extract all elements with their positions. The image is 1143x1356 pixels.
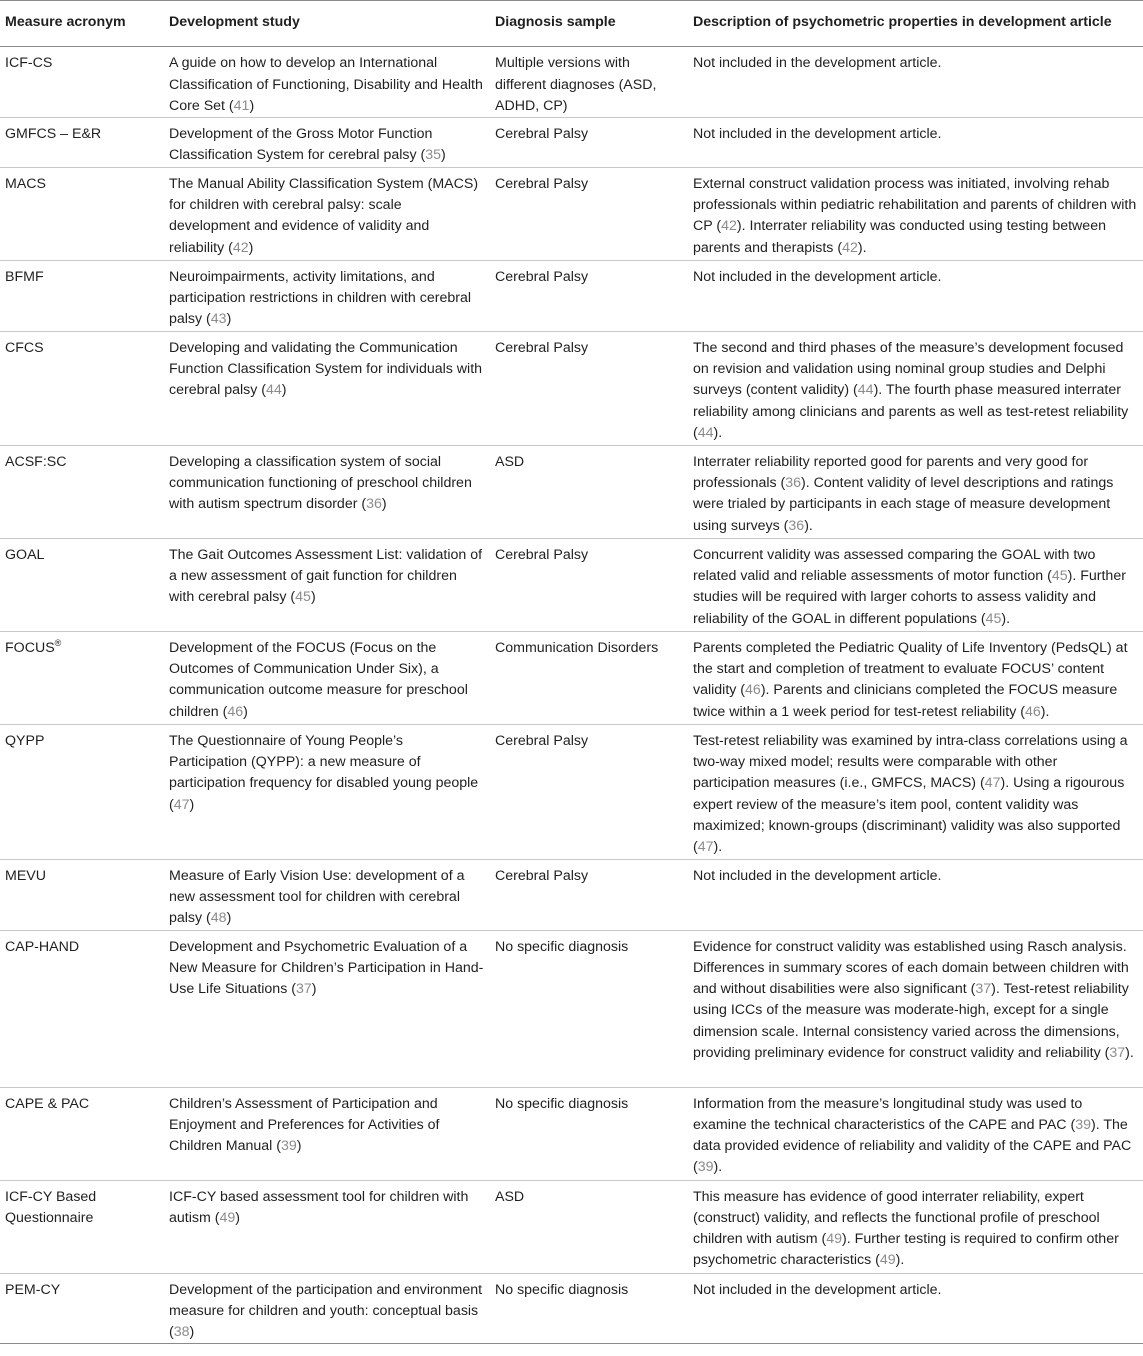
description-text: ). Further testing is required to confirm other psychometric characteristics ( (693, 1231, 1119, 1269)
description-text: Not included in the development article. (693, 268, 942, 285)
development-study-cell (164, 1087, 490, 1180)
measure-acronym: GOAL (5, 546, 45, 563)
study-text: Neuroimpairments, activity limitations, and participation restrictions in children with cerebral palsy ( (169, 268, 472, 328)
reference-number: 49 (826, 1231, 843, 1248)
psychometric-description-cell (688, 118, 1143, 168)
diagnosis-sample-cell: No specific diagnosis (490, 1087, 688, 1180)
reference-number: 44 (697, 424, 714, 441)
table-row (0, 47, 1143, 118)
description-text: ). (804, 517, 813, 534)
reference-number: 47 (173, 796, 190, 813)
measure-acronym-cell (0, 445, 164, 538)
reference-number: 45 (1051, 567, 1068, 584)
header-measure-acronym: Measure acronym (0, 1, 164, 47)
psychometric-description-cell (688, 1087, 1143, 1180)
reference-number: 47 (697, 839, 714, 856)
description-text: ). (895, 1252, 905, 1269)
description-text: ). (1040, 703, 1050, 720)
description-text: The second and third phases of the measure’s development focused on revision and validation using nominal group studies and Delphi surveys (content validity) ( (693, 339, 1124, 399)
reference-number: 46 (227, 703, 244, 720)
reference-number: 35 (425, 147, 442, 164)
study-text: Development of the FOCUS (Focus on the Outcomes of Communication Under Six), a communication outcome measure for preschool children ( (169, 639, 468, 720)
description-text: ). Interrater reliability was conducted using testing between parents and therapists ( (693, 218, 1106, 256)
reference-number: 48 (210, 910, 227, 927)
development-study-cell (164, 538, 490, 631)
description-text: Parents completed the Pediatric Quality of Life Inventory (PedsQL) at the start and completion of treatment to evaluate FOCUS’ content validity ( (693, 639, 1128, 699)
measure-acronym: CAPE & PAC (5, 1095, 90, 1112)
measure-acronym-cell (0, 859, 164, 930)
diagnosis-sample-cell: Cerebral Palsy (490, 859, 688, 930)
description-text: ). (857, 239, 867, 256)
development-study-cell (164, 118, 490, 168)
study-text: Developing and validating the Communication Function Classification System for individuals with cerebral palsy ( (169, 339, 483, 399)
psychometric-description-cell (688, 930, 1143, 1087)
table-row (0, 118, 1143, 168)
reference-number: 36 (785, 474, 802, 491)
description-text: Not included in the development article. (693, 55, 942, 72)
reference-number: 39 (1075, 1116, 1091, 1133)
psychometric-description-cell (688, 47, 1143, 118)
study-text: ) (226, 910, 232, 927)
psychometric-description-cell (688, 260, 1143, 331)
reference-number: 45 (985, 610, 1002, 627)
description-text: Not included in the development article. (693, 1281, 942, 1298)
table-row (0, 724, 1143, 859)
study-text: ) (189, 1324, 195, 1341)
description-text: ). Test-retest reliability using ICCs of the measure was moderate-high, except for a single dimension scale. Internal consistency varied across the dimensions, providing preliminary evidence for construct validity and reliability ( (693, 981, 1129, 1062)
psychometric-description-cell (688, 445, 1143, 538)
header-development-study: Development study (164, 1, 490, 47)
measure-acronym: ACSF:SC (5, 453, 67, 470)
diagnosis-sample-cell: Communication Disorders (490, 631, 688, 724)
reference-number: 42 (842, 239, 858, 256)
study-text: Children’s Assessment of Participation and Enjoyment and Preferences for Activities of Children Manual ( (169, 1095, 440, 1155)
measure-acronym: CFCS (5, 339, 44, 356)
study-text: ICF-CY based assessment tool for children with autism ( (169, 1188, 469, 1226)
study-text: ) (381, 496, 387, 513)
measure-acronym-cell (0, 118, 164, 168)
description-text: ). (713, 424, 723, 441)
measure-acronym: CAP-HAND (5, 938, 80, 955)
description-text: Evidence for construct validity was established using Rasch analysis. Differences in summary scores of each domain between children with and without disabilities were also significant ( (693, 938, 1129, 998)
description-text: Not included in the development article. (693, 867, 942, 884)
header-psychometric-description: Description of psychometric properties in development article (688, 1, 1143, 47)
study-text: ) (296, 1138, 302, 1155)
measure-acronym-cell (0, 1180, 164, 1273)
reference-number: 36 (788, 517, 805, 534)
reference-number: 43 (210, 311, 227, 328)
reference-number: 49 (879, 1252, 896, 1269)
description-text: External construct validation process was initiated, involving rehab professionals within pediatric rehabilitation and parents of children with CP ( (693, 175, 1137, 235)
description-text: ). Using a rigourous expert review of the measure’s item pool, content validity was maximized; known-groups (discriminant) validity was also supported ( (693, 775, 1125, 856)
measure-acronym: ICF-CY Based Questionnaire (5, 1188, 97, 1226)
header-diagnosis-sample: Diagnosis sample (490, 1, 688, 47)
reference-number: 47 (984, 775, 1001, 792)
table-row (0, 1273, 1143, 1344)
table-row (0, 930, 1143, 1087)
development-study-cell (164, 260, 490, 331)
study-text: ) (310, 589, 316, 606)
description-text: ). The fourth phase measured interrater reliability among clinicians and parents as well as test-retest reliability ( (693, 382, 1129, 441)
measure-acronym: MEVU (5, 867, 46, 884)
description-text: Information from the measure’s longitudinal study was used to examine the technical characteristics of the CAPE and PAC ( (693, 1095, 1083, 1133)
study-text: ) (311, 981, 317, 998)
psychometric-description-cell (688, 724, 1143, 859)
reference-number: 39 (280, 1138, 297, 1155)
description-text: Interrater reliability reported good for parents and very good for professionals ( (693, 453, 1089, 491)
reference-number: 41 (233, 97, 250, 114)
study-text: Development and Psychometric Evaluation of a New Measure for Children’s Participation in Hand-Use Life Situations ( (169, 938, 484, 998)
reference-number: 37 (295, 981, 312, 998)
description-text: ). Parents and clinicians completed the FOCUS measure twice within a 1 week period for test-retest reliability ( (693, 682, 1118, 720)
psychometric-description-cell (688, 631, 1143, 724)
development-study-cell (164, 167, 490, 260)
development-study-cell (164, 47, 490, 118)
development-study-cell (164, 445, 490, 538)
measure-acronym-cell (0, 930, 164, 1087)
table-row (0, 631, 1143, 724)
description-text: This measure has evidence of good interrater reliability, expert (construct) validity, and reflects the functional profile of preschool children with autism ( (693, 1188, 1100, 1248)
measure-acronym-cell (0, 167, 164, 260)
reference-number: 38 (173, 1324, 190, 1341)
description-text: ). Content validity of level descriptions and ratings were trialed by participants in each stage of measure development using surveys ( (693, 474, 1114, 534)
table-body (0, 47, 1143, 1344)
table-row (0, 538, 1143, 631)
diagnosis-sample-cell: Cerebral Palsy (490, 260, 688, 331)
study-text: ) (249, 97, 255, 114)
study-text: The Gait Outcomes Assessment List: validation of a new assessment of gait function for children with cerebral palsy ( (169, 546, 483, 606)
psychometric-description-cell (688, 1180, 1143, 1273)
reference-number: 49 (219, 1209, 236, 1226)
reference-number: 45 (295, 589, 311, 606)
study-text: The Manual Ability Classification System (MACS) for children with cerebral palsy: scale development and evidence of validity and reliability ( (169, 175, 479, 256)
reference-number: 36 (366, 496, 382, 513)
reference-number: 39 (697, 1159, 714, 1176)
reference-number: 44 (857, 382, 874, 399)
psychometric-description-cell (688, 859, 1143, 930)
diagnosis-sample-cell: No specific diagnosis (490, 1273, 688, 1344)
description-text: ). The data provided evidence of reliability and validity of the CAPE and PAC ( (693, 1116, 1132, 1176)
measure-acronym-cell (0, 631, 164, 724)
measure-acronym: PEM-CY (5, 1281, 61, 1298)
study-text: ) (226, 311, 232, 328)
study-text: Development of the Gross Motor Function Classification System for cerebral palsy ( (169, 126, 433, 164)
measure-acronym-cell (0, 538, 164, 631)
diagnosis-sample-cell: Cerebral Palsy (490, 538, 688, 631)
reference-number: 46 (1024, 703, 1041, 720)
header-row (0, 1, 1143, 47)
measure-acronym: FOCUS (5, 639, 55, 656)
reference-number: 44 (266, 382, 282, 399)
reference-number: 42 (232, 239, 249, 256)
development-study-cell (164, 724, 490, 859)
reference-number: 37 (1109, 1045, 1126, 1062)
table-row (0, 331, 1143, 445)
reference-number: 37 (975, 981, 992, 998)
diagnosis-sample-cell: Multiple versions with different diagnoses (ASD, ADHD, CP) (490, 47, 688, 118)
table-row (0, 445, 1143, 538)
table-row (0, 167, 1143, 260)
psychometric-description-cell (688, 1273, 1143, 1344)
study-text: ) (235, 1209, 240, 1226)
diagnosis-sample-cell: Cerebral Palsy (490, 118, 688, 168)
measure-acronym-cell (0, 1087, 164, 1180)
measure-acronym-cell (0, 331, 164, 445)
measure-acronym: MACS (5, 175, 46, 192)
study-text: Development of the participation and environment measure for children and youth: conceptual basis ( (169, 1281, 483, 1341)
measure-acronym-cell (0, 1273, 164, 1344)
reference-number: 46 (745, 682, 761, 699)
measure-acronym: QYPP (5, 732, 45, 749)
measure-acronym: ICF-CS (5, 55, 53, 72)
study-text: A guide on how to develop an International Classification of Functioning, Disability and Health Core Set ( (169, 55, 483, 114)
description-text: Test-retest reliability was examined by intra-class correlations using a two-way mixed model; results were comparable with other participation measures (i.e., GMFCS, MACS) ( (693, 732, 1128, 792)
diagnosis-sample-cell: ASD (490, 445, 688, 538)
diagnosis-sample-cell: Cerebral Palsy (490, 167, 688, 260)
study-text: ) (243, 703, 248, 720)
development-study-cell (164, 1273, 490, 1344)
psychometric-description-cell (688, 167, 1143, 260)
description-text: ). Further studies will be required with larger cohorts to assess validity and reliability of the GOAL in different populations ( (693, 567, 1126, 627)
study-text: ) (189, 796, 195, 813)
description-text: ). (713, 1159, 723, 1176)
reference-number: 42 (721, 218, 737, 235)
study-text: ) (441, 147, 446, 164)
psychometric-description-cell (688, 538, 1143, 631)
measure-acronym-cell (0, 260, 164, 331)
diagnosis-sample-cell: ASD (490, 1180, 688, 1273)
description-text: Not included in the development article. (693, 126, 942, 143)
development-study-cell (164, 631, 490, 724)
measure-acronym: BFMF (5, 268, 44, 285)
measure-acronym: GMFCS – E&R (5, 126, 102, 143)
development-study-cell (164, 1180, 490, 1273)
description-text: ). (713, 839, 723, 856)
table-row (0, 260, 1143, 331)
diagnosis-sample-cell: No specific diagnosis (490, 930, 688, 1087)
development-study-cell (164, 930, 490, 1087)
study-text: ) (248, 239, 254, 256)
development-study-cell (164, 331, 490, 445)
registered-mark: ® (54, 637, 62, 648)
description-text: Concurrent validity was assessed comparing the GOAL with two related valid and reliable assessments of motor function ( (693, 546, 1096, 584)
study-text: ) (281, 382, 287, 399)
study-text: The Questionnaire of Young People’s Participation (QYPP): a new measure of participation frequency for disabled young people ( (169, 732, 479, 813)
study-text: Developing a classification system of social communication functioning of preschool children with autism spectrum disorder ( (169, 453, 472, 513)
description-text: ). (1001, 610, 1011, 627)
description-text: ). (1125, 1045, 1134, 1062)
study-text: Measure of Early Vision Use: development of a new assessment tool for children with cerebral palsy ( (169, 867, 465, 927)
diagnosis-sample-cell: Cerebral Palsy (490, 331, 688, 445)
diagnosis-sample-cell: Cerebral Palsy (490, 724, 688, 859)
measure-acronym-cell (0, 47, 164, 118)
measure-acronym-cell (0, 724, 164, 859)
table-row (0, 859, 1143, 930)
development-study-cell (164, 859, 490, 930)
psychometric-description-cell (688, 331, 1143, 445)
table-row (0, 1087, 1143, 1180)
table-row (0, 1180, 1143, 1273)
